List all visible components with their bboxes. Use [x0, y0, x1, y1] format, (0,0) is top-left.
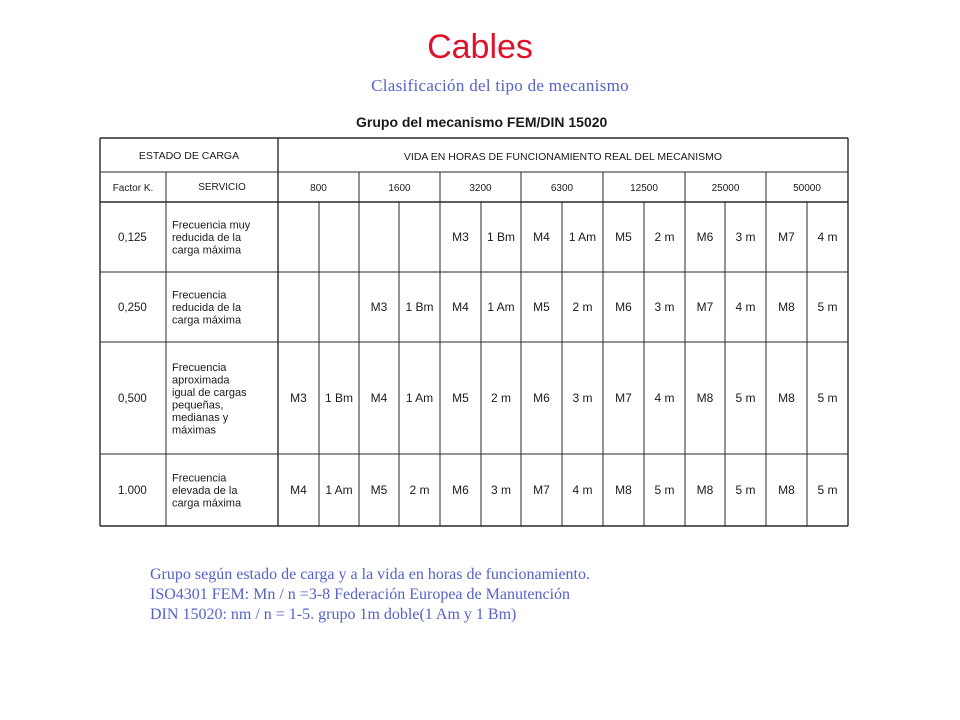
group-cell: M8 [696, 483, 714, 497]
header-servicio: SERVICIO [198, 182, 246, 193]
servicio-line: reducida de la [172, 232, 242, 244]
header-hours: 6300 [550, 183, 574, 194]
group-cell: 4 m [817, 230, 838, 244]
header-hours: 800 [310, 183, 327, 194]
page-subtitle: Clasificación del tipo de mecanismo [371, 76, 629, 95]
group-cell: 3 m [572, 391, 593, 405]
group-cell: M5 [370, 483, 388, 497]
group-cell: 3 m [735, 230, 756, 244]
group-cell: 2 m [409, 483, 430, 497]
group-cell: M5 [615, 230, 632, 244]
group-cell: M8 [778, 483, 795, 497]
group-cell: 1 Am [568, 230, 597, 244]
servicio-line: pequeñas, [172, 399, 224, 412]
group-cell: 2 m [654, 230, 675, 244]
group-cell: 1 Am [325, 483, 353, 497]
group-cell: 1 Bm [405, 300, 434, 314]
servicio-line: máximas [172, 424, 217, 437]
group-cell: 1 Am [487, 300, 515, 314]
group-cell: M4 [370, 391, 388, 405]
group-cell: M3 [452, 230, 469, 244]
servicio-line: carga máxima [172, 314, 242, 327]
group-cell: 3 m [654, 300, 675, 314]
servicio-line: igual de cargas [172, 386, 247, 399]
group-cell: 5 m [817, 483, 838, 497]
group-cell: M6 [696, 230, 714, 244]
servicio-line: carga máxima [172, 244, 242, 257]
servicio-line: medianas y [172, 411, 229, 424]
group-cell: M6 [452, 483, 469, 497]
group-cell: M4 [452, 300, 469, 314]
group-cell: M6 [533, 391, 550, 405]
group-cell: 1 Bm [324, 391, 354, 405]
group-cell: M8 [696, 391, 714, 405]
group-cell: 5 m [654, 483, 675, 497]
group-cell: M3 [370, 300, 388, 314]
factor-value: 0,125 [118, 232, 147, 244]
group-cell: M6 [615, 300, 632, 314]
servicio-line: reducida de la [172, 302, 242, 314]
note-line: ISO4301 FEM: Mn / n =3-8 Federación Europea de Manutención [150, 586, 571, 603]
group-cell: M8 [778, 391, 795, 405]
group-cell: 5 m [817, 391, 838, 405]
header-hours: 12500 [630, 183, 658, 194]
group-cell: M5 [533, 300, 550, 314]
group-cell: 1 Am [405, 391, 434, 405]
servicio-line: aproximada [172, 374, 230, 387]
notes [150, 565, 590, 625]
servicio-line: carga máxima [172, 497, 242, 510]
servicio-line: elevada de la [172, 485, 238, 497]
group-cell: 1 Bm [486, 230, 516, 244]
factor-value: 0,250 [118, 302, 147, 314]
header-hours: 1600 [388, 183, 411, 194]
group-cell: 5 m [735, 483, 756, 497]
group-cell: M7 [778, 230, 795, 244]
group-cell: M8 [778, 300, 795, 314]
page-title: Cables [427, 28, 533, 66]
group-cell: M8 [615, 483, 632, 497]
servicio-line: Frecuencia [172, 289, 227, 302]
header-estado-de-carga: ESTADO DE CARGA [138, 150, 240, 162]
group-cell: 4 m [572, 483, 593, 497]
header-hours: 3200 [469, 183, 492, 194]
header-factor-k: Factor K. [112, 183, 154, 194]
note-line: Grupo según estado de carga y a la vida en horas de funcionamiento. [150, 566, 590, 583]
note-line: DIN 15020: nm / n = 1-5. grupo 1m doble(1 Am y 1 Bm) [150, 606, 517, 623]
factor-value: 1.000 [118, 485, 147, 497]
group-cell: M5 [452, 391, 469, 405]
group-cell: M7 [615, 391, 632, 405]
header-hours: 25000 [711, 183, 740, 194]
group-cell: 4 m [654, 391, 675, 405]
group-cell: M7 [533, 483, 550, 497]
group-cell: 2 m [572, 300, 593, 314]
group-cell: 2 m [490, 391, 512, 405]
group-cell: M4 [533, 230, 550, 244]
factor-value: 0,500 [118, 393, 147, 405]
group-cell: M4 [290, 483, 307, 497]
header-hours: 50000 [793, 183, 821, 194]
table-caption: Grupo del mecanismo FEM/DIN 15020 [356, 114, 608, 130]
header-vida-en-horas: VIDA EN HORAS DE FUNCIONAMIENTO REAL DEL MECANISMO [403, 151, 723, 163]
group-cell: M3 [290, 391, 307, 405]
servicio-line: Frecuencia muy [172, 219, 251, 232]
group-cell: M7 [696, 300, 714, 314]
group-cell: 3 m [490, 483, 512, 497]
group-cell: 5 m [735, 391, 756, 405]
group-cell: 4 m [735, 300, 756, 314]
servicio-line: Frecuencia [172, 472, 227, 485]
servicio-line: Frecuencia [172, 361, 227, 374]
group-cell: 5 m [817, 300, 838, 314]
